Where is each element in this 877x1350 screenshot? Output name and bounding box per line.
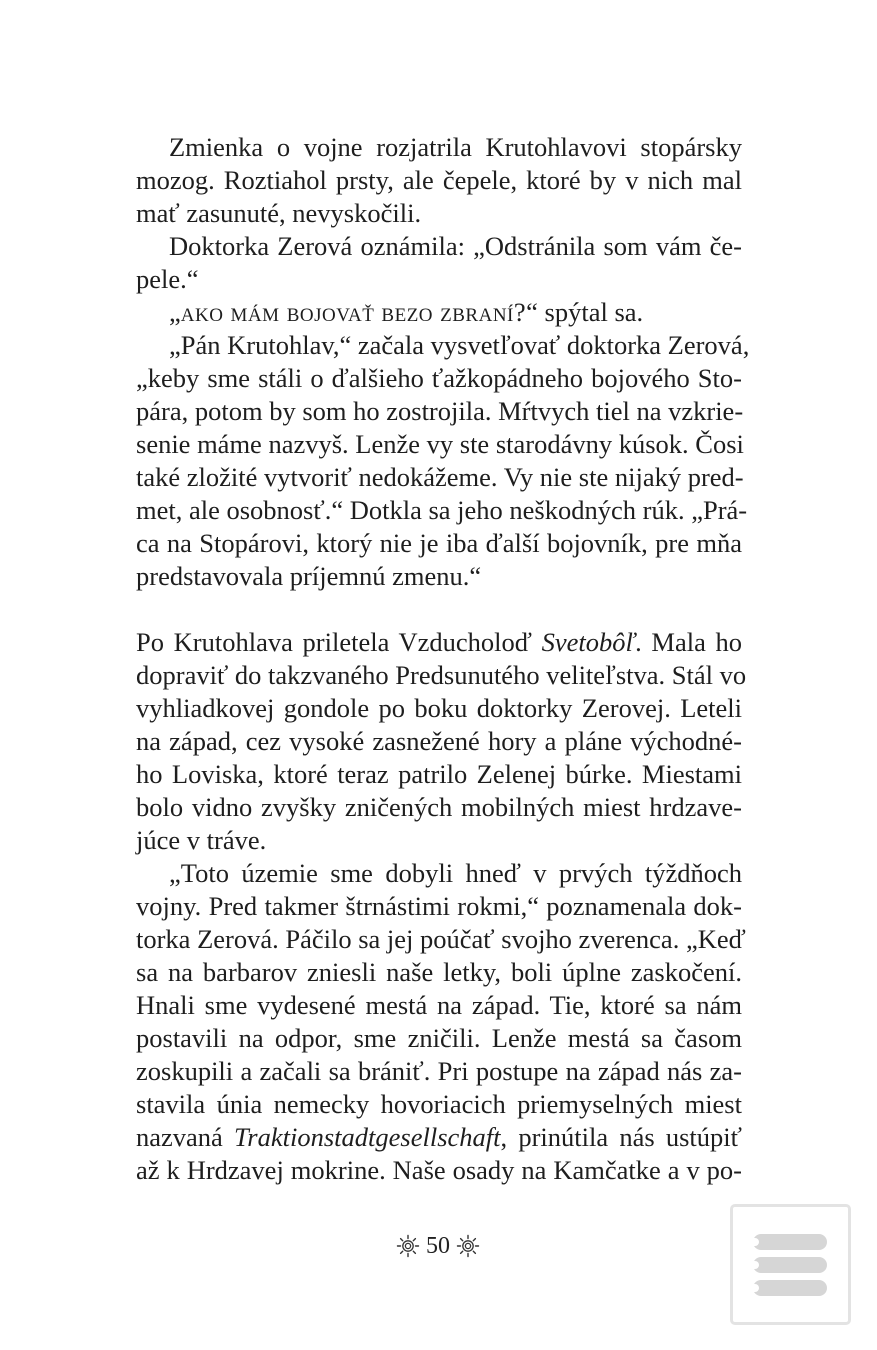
text-line bbox=[169, 296, 742, 329]
page-footer bbox=[388, 1230, 488, 1262]
text-line: až k Hrdzavej mokrine. Naše osady na Kamčatke a v po- bbox=[136, 1155, 742, 1185]
ship-name-italic: Svetobôľ bbox=[541, 627, 636, 657]
text-line: Hnali sme vydesené mestá na západ. Tie, ktoré sa nám bbox=[136, 990, 742, 1020]
text-line: „Toto územie sme dobyli hneď v prvých týždňoch bbox=[169, 858, 742, 888]
text-line: „keby sme stáli o ďalšieho ťažkopádneho bojového Sto- bbox=[136, 363, 742, 393]
book-stack-badge[interactable] bbox=[730, 1204, 851, 1325]
text-line: Zmienka o vojne rozjatrila Krutohlavovi stopársky bbox=[169, 132, 742, 162]
text-line: ho Loviska, ktoré teraz patrilo Zelenej búrke. Miestami bbox=[136, 759, 742, 789]
text-line: dopraviť do takzvaného Predsunutého veliteľstva. Stál vo bbox=[136, 660, 747, 690]
line-after: . Mala ho bbox=[635, 627, 743, 657]
text-line: bolo vidno zvyšky zničených mobilných miest hrdzave- bbox=[136, 792, 742, 822]
term-italic: Traktionstadtgesellschaft bbox=[234, 1122, 501, 1152]
text-line: sa na barbarov zniesli naše letky, boli úplne zaskočení. bbox=[136, 957, 742, 987]
text-line: „Pán Krutohlav,“ začala vysvetľovať doktorka Zerová, bbox=[169, 330, 750, 360]
text-line: vojny. Pred takmer štrnástimi rokmi,“ poznamenala dok- bbox=[136, 891, 742, 921]
text-line: postavili na odpor, sme zničili. Lenže mestá sa časom bbox=[136, 1023, 742, 1053]
book-stack-icon bbox=[733, 1207, 848, 1322]
text-line: stavila únia nemecky hovoriacich priemyselných miest bbox=[136, 1089, 742, 1119]
text-line: senie máme nazvyš. Lenže vy ste starodávny kúsok. Čosi bbox=[136, 429, 744, 459]
text-line: na západ, cez vysoké zasnežené hory a pláne východné- bbox=[136, 726, 742, 756]
text-line: Doktorka Zerová oznámila: „Odstránila som vám če- bbox=[169, 231, 742, 261]
page-number: 50 bbox=[426, 1233, 450, 1259]
text-line: mať zasunuté, nevyskočili. bbox=[136, 198, 422, 228]
line-before: Po Krutohlava priletela Vzducholoď bbox=[136, 627, 542, 657]
line-before: nazvaná bbox=[136, 1122, 235, 1152]
open-quote: „ bbox=[169, 297, 181, 327]
text-line: ca na Stopárovi, ktorý nie je iba ďalší bojovník, pre mňa bbox=[136, 528, 742, 558]
text-line: zoskupili a začali sa brániť. Pri postupe na západ nás za- bbox=[136, 1056, 742, 1086]
text-line: pára, potom by som ho zostrojila. Mŕtvych tiel na vzkrie- bbox=[136, 396, 744, 426]
text-line bbox=[136, 1121, 742, 1154]
text-line: pele.“ bbox=[136, 264, 199, 294]
text-line: vyhliadkovej gondole po boku doktorky Zerovej. Leteli bbox=[136, 693, 742, 723]
text-line: mozog. Roztiahol prsty, ale čepele, ktoré by v nich mal bbox=[136, 165, 742, 195]
sun-ornament-icon bbox=[456, 1234, 480, 1258]
text-line: predstavovala príjemnú zmenu.“ bbox=[136, 561, 482, 591]
line-rest: “ spýtal sa. bbox=[526, 297, 644, 327]
text-line: torka Zerová. Páčilo sa jej poúčať svojho zverenca. „Keď bbox=[136, 924, 746, 954]
text-line: met, ale osobnosť.“ Dotkla sa jeho neškodných rúk. „Prá- bbox=[136, 495, 748, 525]
sun-ornament-icon bbox=[396, 1234, 420, 1258]
line-after: , prinútila nás ustúpiť bbox=[500, 1122, 742, 1152]
text-line: júce v tráve. bbox=[136, 825, 267, 855]
text-line: také zložité vytvoriť nedokážeme. Vy nie ste nijaký pred- bbox=[136, 462, 744, 492]
text-line bbox=[136, 626, 742, 659]
small-caps-text: ako mám bojovať bezo zbraní? bbox=[180, 297, 527, 327]
